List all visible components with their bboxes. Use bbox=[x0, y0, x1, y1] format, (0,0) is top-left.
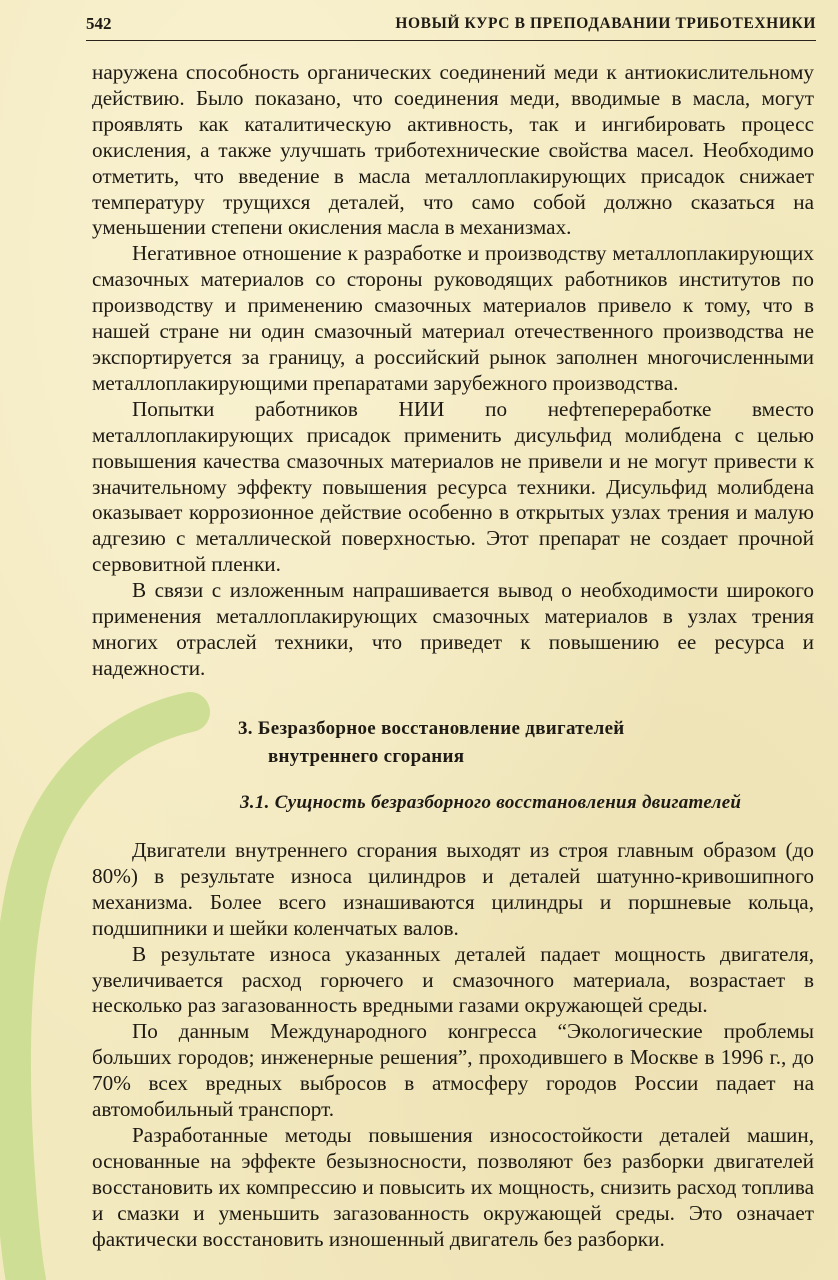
running-title: НОВЫЙ КУРС В ПРЕПОДАВАНИИ ТРИБОТЕХНИКИ bbox=[395, 15, 816, 32]
paragraph-3: Попытки работников НИИ по нефтепереработке вместо металлоплакирующих присадок применить дисульфид молибдена с целью повышения качества смазочных материалов не привели и не могут привести к значительному эффекту повышения ресурса техники. Дисульфид молибдена оказывает коррозионное действие особенно в открытых узлах трения и малую адгезию с металлической поверхностью. Этот препарат не создает прочной сервовитной пленки. bbox=[92, 396, 814, 577]
paragraph-1: наружена способность органических соединений меди к антиокислительному действию. Было показано, что соединения меди, вводимые в масла, могут проявлять как каталитическую активность, так и ингибировать процесс окисления, а также улучшать триботехнические свойства масел. Необходимо отметить, что введение в масла металлоплакирующих присадок снижает температуру трущихся деталей, что само собой должно сказаться на уменьшении степени окисления масла в механизмах. bbox=[92, 60, 814, 240]
subsection-heading: 3.1. Сущность безразборного восстановления двигателей bbox=[240, 792, 742, 813]
body-text-top bbox=[92, 60, 814, 682]
page-header bbox=[86, 10, 816, 41]
section-heading-line2: внутреннего сгорания bbox=[268, 746, 465, 767]
paragraph-4: В связи с изложенным напрашивается вывод о необходимости широкого применения металлоплакирующих смазочных материалов в узлах трения многих отраслей техники, что приведет к повышению ее ресурса и надежности. bbox=[92, 578, 814, 680]
paragraph-6: В результате износа указанных деталей падает мощность двигателя, увеличивается расход горючего и смазочного материала, возрастает в несколько раз загазованность вредными газами окружающей среды. bbox=[92, 941, 814, 1018]
paragraph-8: Разработанные методы повышения износостойкости деталей машин, основанные на эффекте безызносности, позволяют без разборки двигателей восстановить их компрессию и повысить их мощность, снизить расход топлива и смазки и уменьшить загазованность окружающей среды. Это означает фактически восстановить изношенный двигатель без разборки. bbox=[92, 1122, 814, 1251]
section-heading bbox=[238, 715, 625, 771]
paragraph-5: Двигатели внутреннего сгорания выходят из строя главным образом (до 80%) в результате износа цилиндров и деталей шатунно-кривошипного механизма. Более всего изнашиваются цилиндры и поршневые кольца, подшипники и шейки коленчатых валов. bbox=[92, 838, 814, 940]
paragraph-2: Негативное отношение к разработке и производству металлоплакирующих смазочных материалов со стороны руководящих работников институтов по производству и применению смазочных материалов привело к тому, что в нашей стране ни один смазочный материал отечественного производства не экспортируется за границу, а российский рынок заполнен многочисленными металлоплакирующими препаратами зарубежного производства. bbox=[92, 241, 814, 395]
paragraph-7: По данным Международного конгресса “Экологические проблемы больших городов; инженерные решения”, проходившего в Москве в 1996 г., до 70% всех вредных выбросов в атмосферу городов России падает на автомобильный транспорт. bbox=[92, 1019, 814, 1122]
body-text-bottom bbox=[92, 838, 814, 1253]
page-number: 542 bbox=[86, 14, 112, 33]
section-heading-line1: 3. Безразборное восстановление двигателей bbox=[238, 718, 625, 739]
